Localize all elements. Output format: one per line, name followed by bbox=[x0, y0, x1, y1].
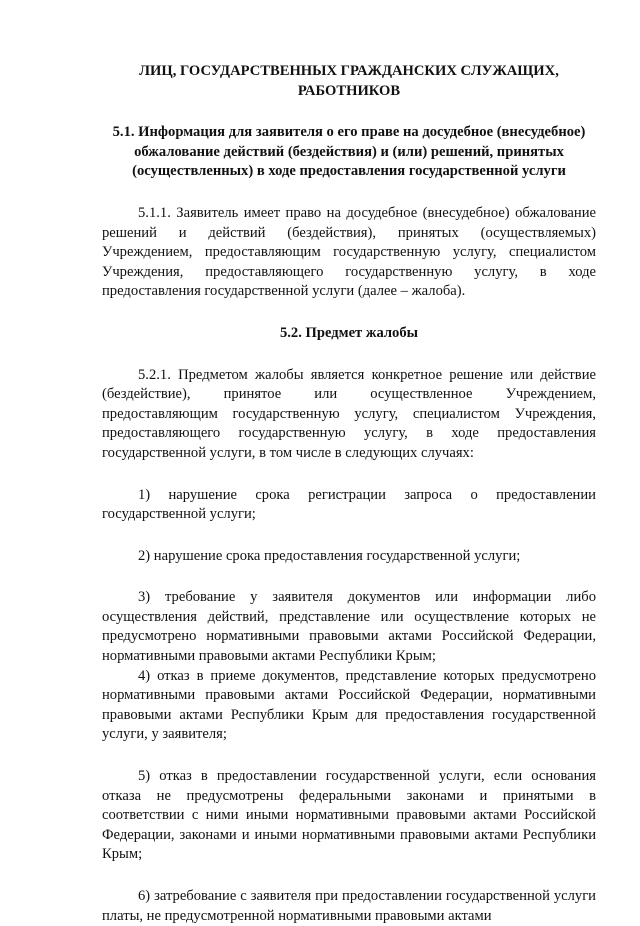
list-item-6: 6) затребование с заявителя при предоставлении государственной услуги платы, не предусмотренной нормативными правовыми актами bbox=[102, 888, 596, 924]
section-heading-5-1: 5.1. Информация для заявителя о его праве на досудебное (внесудебное) обжалование действий (бездействия) и (или) решений, принятых (осуществленных) в ходе предоставления государственной услуги bbox=[112, 124, 586, 180]
section-heading-5-2: 5.2. Предмет жалобы bbox=[279, 324, 419, 341]
list-item-2: 2) нарушение срока предоставления государственной услуги; bbox=[138, 547, 521, 564]
paragraph-5-2-1: 5.2.1. Предметом жалобы является конкретное решение или действие (бездействие), принятое или осуществленное Учреждением, предоставляющим государственную услугу, специалистом Учреждения, предоставляющего государственную услугу, в ходе предоставления государственной услуги, в том числе в следующих случаях: bbox=[102, 366, 596, 461]
document-page bbox=[102, 62, 596, 926]
list-item-4: 4) отказ в приеме документов, представление которых предусмотрено нормативными правовыми актами Российской Федерации, нормативными правовыми актами Республики Крым для предоставления государственной услуги, у заявителя; bbox=[102, 667, 596, 743]
paragraph-5-1-1: 5.1.1. Заявитель имеет право на досудебное (внесудебное) обжалование решений и действий (бездействия), принятых (осуществляемых) Учреждением, предоставляющим государственную услугу, специалистом Учреждения, предоставляющего государственную услугу, в ходе предоставления государственной услуги (далее – жалоба). bbox=[102, 204, 596, 300]
document-title: ЛИЦ, ГОСУДАРСТВЕННЫХ ГРАЖДАНСКИХ СЛУЖАЩИХ, РАБОТНИКОВ bbox=[139, 63, 559, 99]
list-item-1: 1) нарушение срока регистрации запроса о предоставлении государственной услуги; bbox=[102, 486, 596, 523]
list-item-3: 3) требование у заявителя документов или информации либо осуществления действий, представление или осуществление которых не предусмотрено нормативными правовыми актами Российской Федерации, нормативными правовыми актами Республики Крым; bbox=[102, 589, 596, 665]
list-item-5: 5) отказ в предоставлении государственной услуги, если основания отказа не предусмотрены федеральными законами и принятыми в соответствии с ними иными нормативными правовыми актами Российской Федерации, законами и иными нормативными правовыми актами Республики Крым; bbox=[102, 768, 596, 863]
